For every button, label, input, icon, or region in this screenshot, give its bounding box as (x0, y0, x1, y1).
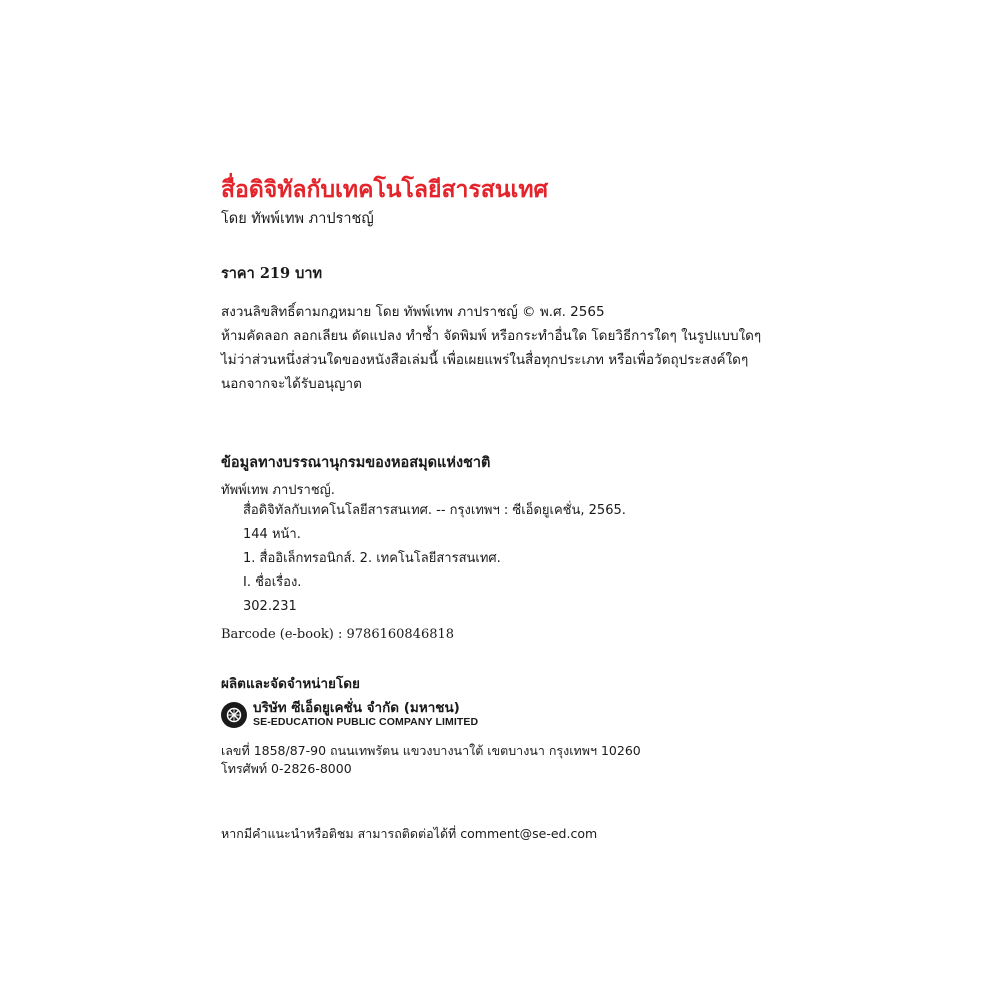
catalog-subjects: 1. สื่ออิเล็กทรอนิกส์. 2. เทคโนโลยีสารสนเทศ. (243, 551, 501, 566)
book-price: ราคา 219 บาท (221, 265, 323, 282)
catalog-pages: 144 หน้า. (243, 527, 301, 542)
catalog-publication: สื่อดิจิทัลกับเทคโนโลยีสารสนเทศ. -- กรุงเทพฯ : ซีเอ็ดยูเคชั่น, 2565. (243, 503, 626, 518)
barcode-isbn: Barcode (e-book) : 9786160846818 (221, 627, 455, 642)
catalog-entries (243, 501, 626, 621)
publisher-phone: โทรศัพท์ 0-2826-8000 (221, 761, 352, 776)
book-author: โดย ทัพพ์เทพ ภาปราชญ์ (221, 211, 374, 227)
catalog-author: ทัพพ์เทพ ภาปราชญ์. (221, 483, 335, 498)
publisher-heading: ผลิตและจัดจำหน่ายโดย (221, 676, 360, 692)
publisher-address: เลขที่ 1858/87-90 ถนนเทพรัตน แขวงบางนาใต้ เขตบางนา กรุงเทพฯ 10260 (221, 743, 641, 758)
copyright-line: ห้ามคัดลอก ลอกเลียน ดัดแปลง ทำซ้ำ จัดพิมพ์ หรือกระทำอื่นใด โดยวิธีการใดๆ ในรูปแบบใดๆ (221, 328, 762, 344)
catalog-class-number: 302.231 (243, 599, 297, 614)
feedback-contact: หากมีคำแนะนำหรือติชม สามารถติดต่อได้ที่ comment@se-ed.com (221, 826, 598, 841)
publisher-block (221, 700, 478, 729)
publisher-name-english: SE-EDUCATION PUBLIC COMPANY LIMITED (253, 716, 479, 728)
publisher-contact (221, 742, 641, 778)
copyright-line: ไม่ว่าส่วนหนึ่งส่วนใดของหนังสือเล่มนี้ เพื่อเผยแพร่ในสื่อทุกประเภท หรือเพื่อวัตถุประสงค์ใดๆ (221, 352, 749, 368)
catalog-title-entry: I. ชื่อเรื่อง. (243, 575, 302, 590)
copyright-line: นอกจากจะได้รับอนุญาต (221, 376, 362, 392)
book-title: สื่อดิจิทัลกับเทคโนโลยีสารสนเทศ (221, 176, 549, 203)
catalog-heading: ข้อมูลทางบรรณานุกรมของหอสมุดแห่งชาติ (221, 454, 491, 471)
copyright-notice (221, 300, 761, 396)
publisher-name-thai: บริษัท ซีเอ็ดยูเคชั่น จำกัด (มหาชน) (253, 700, 460, 716)
copyright-line: สงวนลิขสิทธิ์ตามกฎหมาย โดย ทัพพ์เทพ ภาปราชญ์ © พ.ศ. 2565 (221, 304, 605, 320)
se-ed-logo-icon (221, 702, 247, 728)
